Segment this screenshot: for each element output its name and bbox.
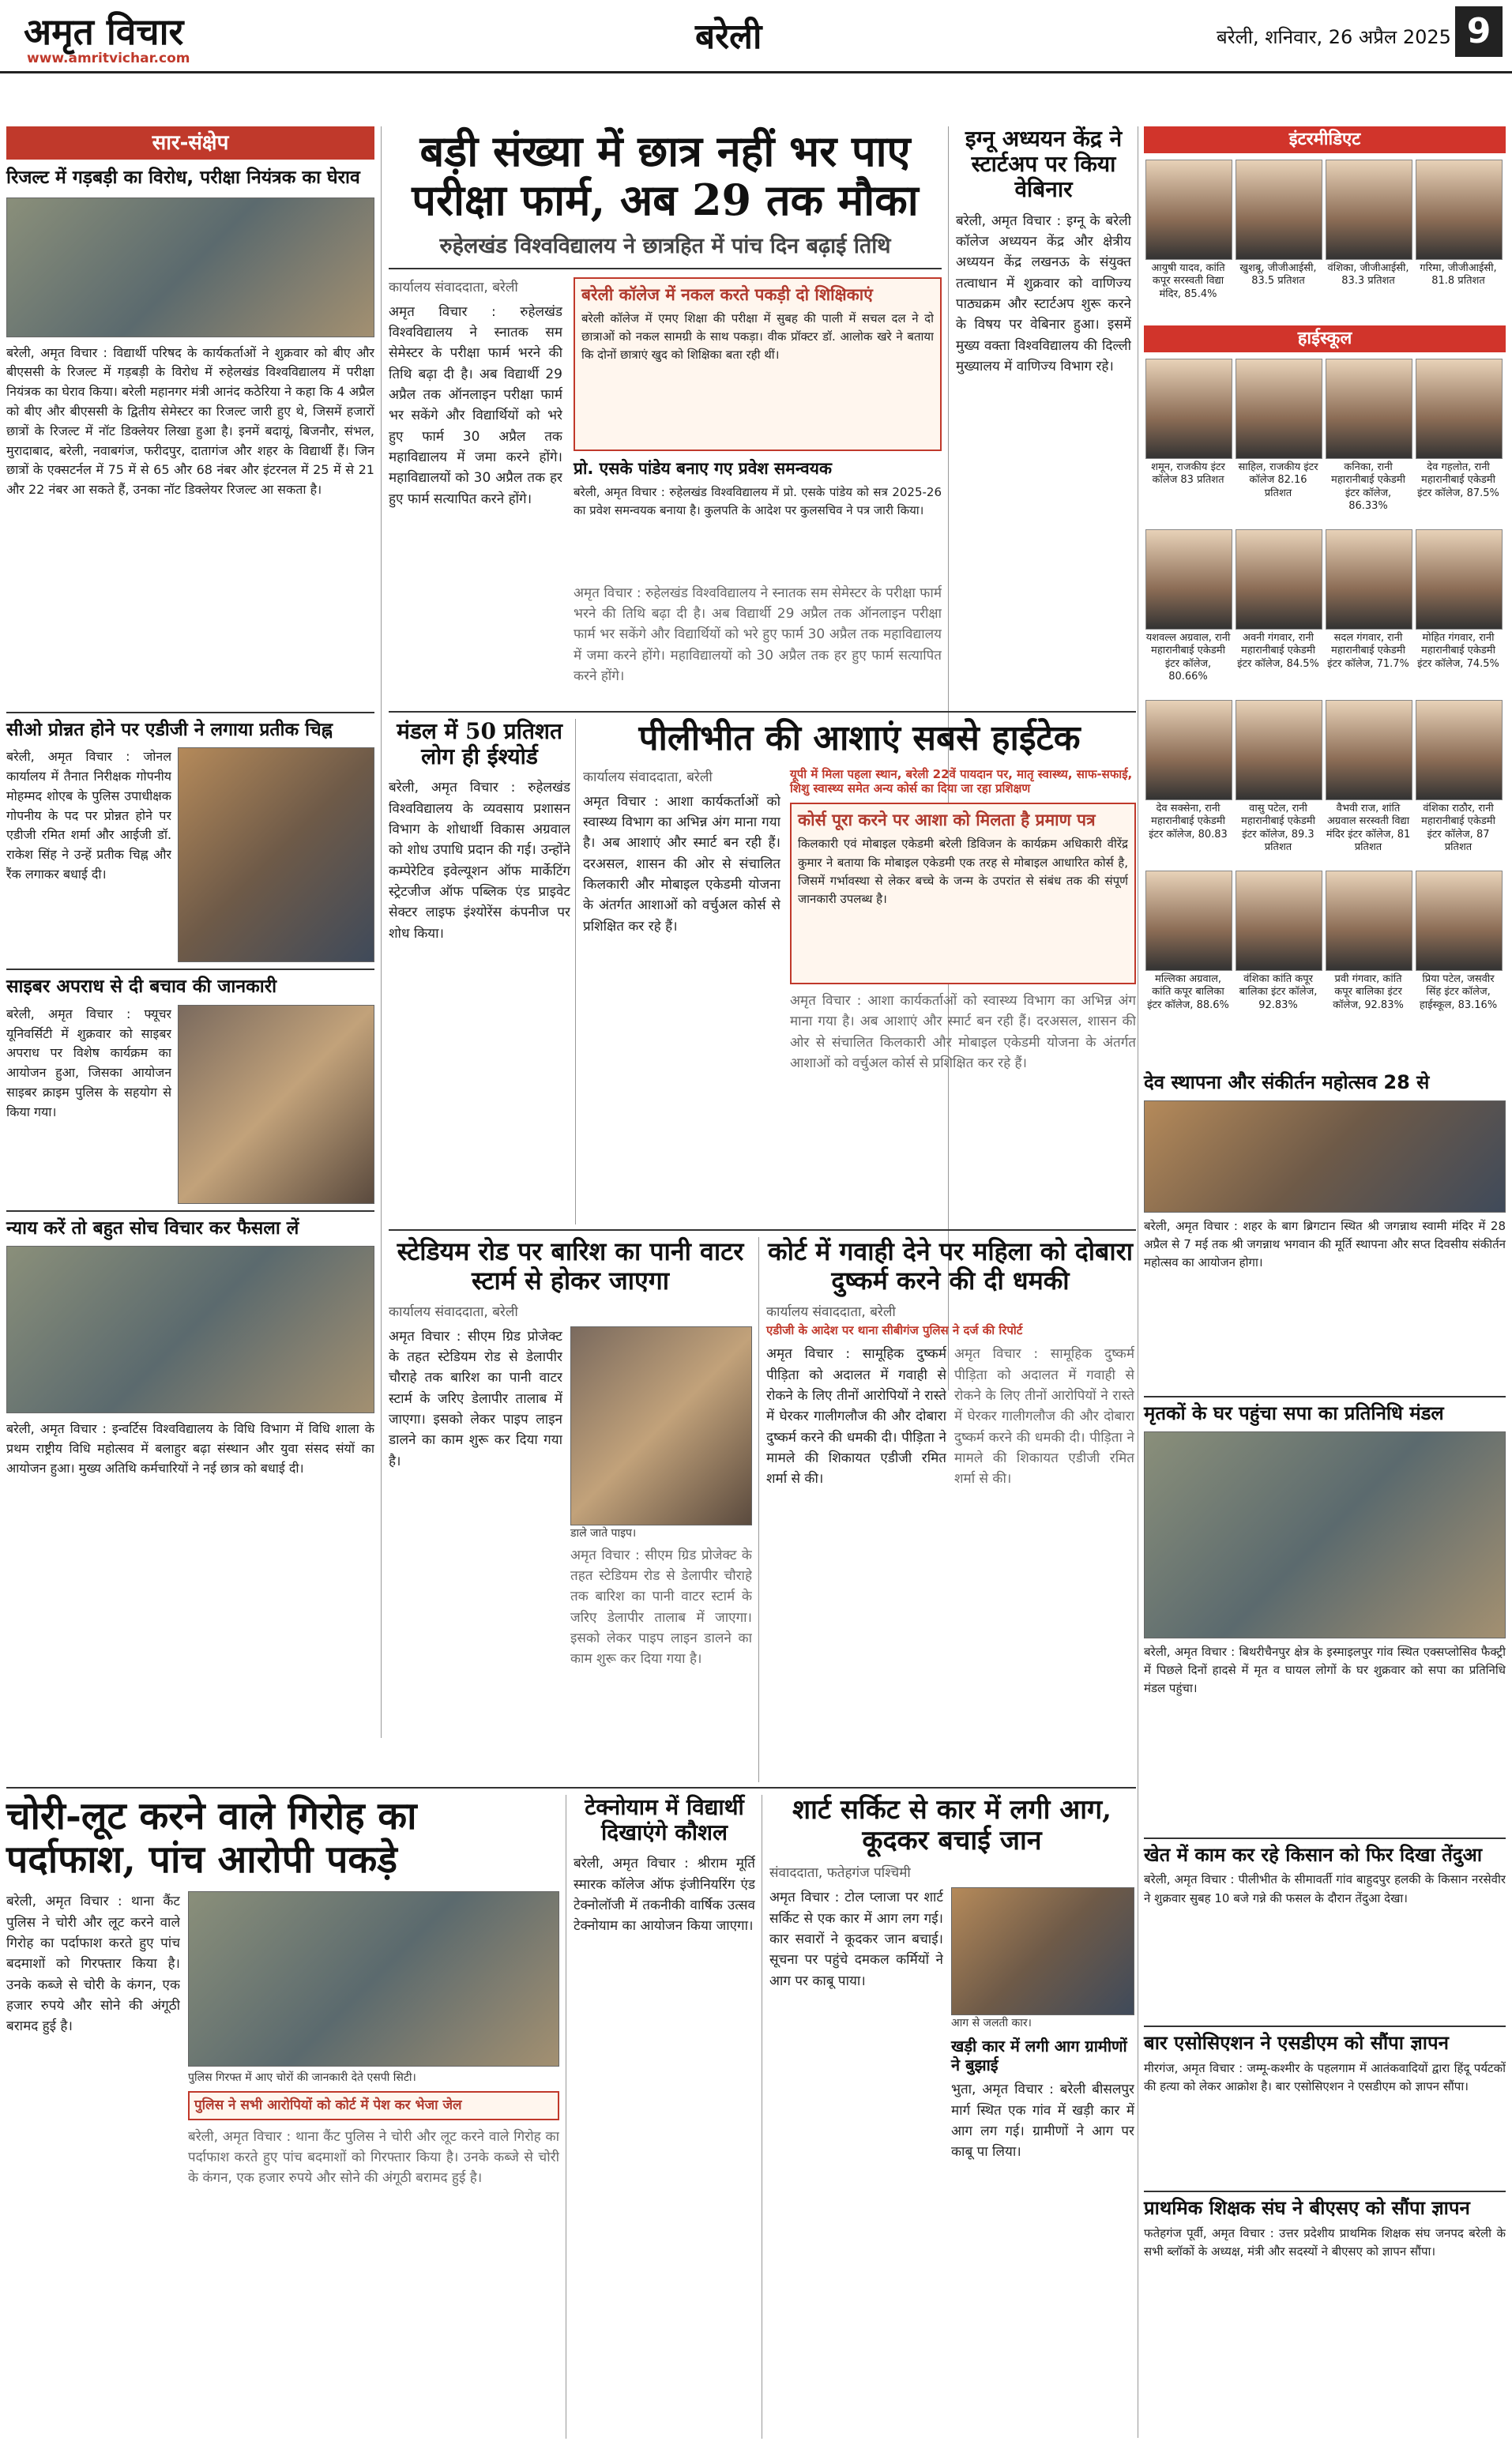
sidebar-title[interactable]: बरेली कॉलेज में नकल करते पकड़ी दो शिक्षिकाएं: [581, 284, 873, 304]
teacher-body: फतेहगंज पूर्वी, अमृत विचार : उत्तर प्रदेशीय प्राथमिक शिक्षक संघ जनपद बरेली के सभी ब्लॉकों के अध्यक्ष, मंत्री और सदस्यों ने बीएसए को ज्ञापन सौंपा।: [1144, 2225, 1506, 2259]
city-name: बरेली: [695, 17, 762, 57]
student-card: शमून, राजकीय इंटर कॉलेज 83 प्रतिशत: [1145, 359, 1231, 487]
intermediate-header: इंटरमीडिएट: [1144, 126, 1506, 153]
car-fire-body: अमृत विचार : टोल प्लाजा पर शार्ट सर्किट से एक कार में आग लग गई। कार सवारों ने कूदकर जान बचाई। सूचना पर पहुंचे दमकल कर्मियों ने आग पर काबू पाया।: [769, 1890, 943, 1989]
gang-story: [6, 1795, 559, 2439]
gang-photo-caption: पुलिस गिरफ्त में आए चोरों की जानकारी देते एसपी सिटी।: [188, 2071, 416, 2085]
sp-body: बरेली, अमृत विचार : बिथरीचैनपुर क्षेत्र के इस्माइलपुर गांव स्थित एक्सप्लोसिव फैक्ट्री में पिछले दिनों हादसे में मृत व घायल लोगों के घर शुक्रवार को सपा का प्रतिनिधि मंडल पहुंचा।: [1144, 1644, 1506, 1696]
technoyam-body: बरेली, अमृत विचार : श्रीराम मूर्ति स्मारक कॉलेज ऑफ इंजीनियरिंग एंड टेक्नोलॉजी में तकनीकी वार्षिक उत्सव टेक्नोयाम का आयोजन किया जाएगा।: [574, 1856, 755, 1935]
section-header: सार-संक्षेप: [6, 126, 374, 160]
gang-headline[interactable]: चोरी-लूट करने वाले गिरोह का पर्दाफाश, पांच आरोपी पकड़े: [6, 1794, 417, 1883]
car-fire-2-body: भुता, अमृत विचार : बरेली बीसलपुर मार्ग स्थित एक गांव में खड़ी कार में आग लग गई। ग्रामीणों ने आग पर काबू पा लिया।: [951, 2082, 1134, 2161]
asha-box-title[interactable]: कोर्स पूरा करने पर आशा को मिलता है प्रमाण पत्र: [798, 811, 1096, 830]
asha-body: अमृत विचार : आशा कार्यकर्ताओं को स्वास्थ्य विभाग का अभिन्न अंग माना गया है। अब आशाएं और स्मार्ट बन रही हैं। दरअसल, शासन की ओर से संचालित किलकारी और मोबाइल एकेडमी योजना के अंतर्गत आशाओं को वर्चुअल कोर्स से प्रशिक्षित कर रहे हैं।: [583, 793, 780, 935]
student-card: मल्लिका अग्रवाल, कांति कपूर बालिका इंटर कॉलेज, 88.6%: [1145, 871, 1231, 1012]
gang-box: [188, 2091, 559, 2120]
student-card: प्रिया पटेल, जसवीर सिंह इंटर कॉलेज, हाईस्कूल, 83.16%: [1416, 871, 1501, 1012]
dateline: बरेली, शनिवार, 26 अप्रैल 2025: [1217, 26, 1451, 48]
gang-photo: [188, 1891, 559, 2067]
sp-headline[interactable]: मृतकों के घर पहुंचा सपा का प्रतिनिधि मंडल: [1144, 1401, 1444, 1424]
brief-4-photo: [6, 1246, 374, 1413]
brief-3-photo: [178, 1005, 374, 1204]
ignou-story: [956, 126, 1131, 822]
leopard-body: बरेली, अमृत विचार : पीलीभीत के सीमावर्ती गांव बाहुदपुर हलकी के किसान नरसेवीर ने शुक्रवार सुबह 10 बजे गन्ने की फसल के दौरान तेंदुआ देखा।: [1144, 1872, 1506, 1905]
car-fire-story: [769, 1795, 1134, 2439]
brief-3-body: बरेली, अमृत विचार : फ्यूचर यूनिवर्सिटी में शुक्रवार को साइबर अपराध पर विशेष कार्यक्रम का आयोजन हुआ, जिसका आयोजन साइबर क्राइम पुलिस के सहयोग से किया गया।: [6, 1006, 172, 1119]
bar-assoc-headline[interactable]: बार एसोसिएशन ने एसडीएम को सौंपा ज्ञापन: [1144, 2032, 1449, 2055]
lead-byline: कार्यालय संवाददाता, बरेली: [389, 279, 518, 295]
brief-2-photo: [178, 747, 374, 962]
website-url[interactable]: www.amritvichar.com: [27, 51, 190, 66]
stadium-headline[interactable]: स्टेडियम रोड पर बारिश का पानी वाटर स्टार्म से होकर जाएगा: [397, 1236, 744, 1296]
brief-3-title[interactable]: साइबर अपराध से दी बचाव की जानकारी: [6, 976, 277, 998]
sidebar-2-body: बरेली, अमृत विचार : रुहेलखंड विश्वविद्यालय में प्रो. एसके पांडेय को सत्र 2025-26 का प्रवेश समन्वयक बनाया है। कुलपति के आदेश पर कुलसचिव ने पत्र जारी किया।: [574, 484, 942, 518]
stadium-photo: [570, 1326, 752, 1525]
student-card: गरिमा, जीजीआईसी, 81.8 प्रतिशत: [1416, 160, 1501, 288]
student-card: वंशिका कांति कपूर बालिका इंटर कॉलेज, 92.83%: [1236, 871, 1321, 1012]
brief-2-title[interactable]: सीओ प्रोन्नत होने पर एडीजी ने लगाया प्रतीक चिह्न: [6, 719, 333, 740]
student-card: सदल गंगवार, रानी महारानीबाई एकेडमी इंटर कॉलेज, 71.7%: [1326, 529, 1411, 671]
asha-story: [583, 719, 1136, 1224]
gang-body: बरेली, अमृत विचार : थाना कैंट पुलिस ने चोरी और लूट करने वाले गिरोह का पर्दाफाश करते हुए पांच बदमाशों को गिरफ्तार किया है। उनके कब्जे से चोरी के कंगन, एक हजार रुपये और सोने की अंगूठी बरामद हुई है।: [6, 1894, 180, 2035]
student-card: मोहित गंगवार, रानी महारानीबाई एकेडमी इंटर कॉलेज, 74.5%: [1416, 529, 1501, 671]
brief-1-body: बरेली, अमृत विचार : विद्यार्थी परिषद के कार्यकर्ताओं ने शुक्रवार को बीए और बीएससी के रिजल्ट में गड़बड़ी के विरोध में रुहेलखंड विश्वविद्यालय में परीक्षा नियंत्रक का घेराव किया। बरेली महानगर मंत्री आनंद कठेरिया ने कहा कि 4 अप्रैल को बीए और बीएससी के द्वितीय सेमेस्टर का रिजल्ट जारी हुए थे, जिसमें हजारों छात्रों के रिजल्ट में नॉट डिक्लेयर लिखा हुआ है। इनमें बदायूं, बिजनौर, संभल, मुरादाबाद, बरेली, नवाबगंज, फरीदपुर, दातागंज और शहर के विद्यार्थी हैं। जिन छात्रों के एक्सटर्नल में 75 में से 65 और 68 नंबर और इंटरनल में 25 में से 21 और 22 नंबर आ सकते हैं, उनका नॉट डिक्लेयर रिजल्ट आ सकता है।: [6, 344, 374, 498]
car-fire-headline[interactable]: शार्ट सर्किट से कार में लगी आग, कूदकर बचाई जान: [792, 1794, 1111, 1857]
asha-box-body: किलकारी एवं मोबाइल एकेडमी बरेली डिविजन के कार्यक्रम अधिकारी वीरेंद्र कुमार ने बताया कि मोबाइल एकेडमी एक तरह से मोबाइल आधारित कोर्स है, जिसमें गर्भावस्था से लेकर बच्चे के जन्म के उपरांत से संबंध तक की संपूर्ण जानकारी उपलब्ध है।: [798, 837, 1128, 907]
leopard-headline[interactable]: खेत में काम कर रहे किसान को फिर दिखा तेंदुआ: [1144, 1843, 1483, 1866]
sp-photo: [1144, 1431, 1506, 1638]
insurance-body: बरेली, अमृत विचार : रुहेलखंड विश्वविद्यालय के व्यवसाय प्रशासन विभाग के शोधार्थी विकास अग्रवाल को शोध उपाधि प्रदान की गई। उन्होंने कम्पेरेटिव इवेल्यूशन ऑफ मार्केटिंग स्ट्रेटजीज ऑफ पब्लिक एंड प्राइवेट सेक्टर लाइफ इंश्योरेंस कंपनीज पर शोध किया।: [389, 780, 570, 942]
car-fire-photo: [951, 1887, 1134, 2015]
student-card: देव गहलोत, रानी महारानीबाई एकेडमी इंटर कॉलेज, 87.5%: [1416, 359, 1501, 500]
temple-headline[interactable]: देव स्थापना और संकीर्तन महोत्सव 28 से: [1144, 1071, 1430, 1093]
student-card: देव सक्सेना, रानी महारानीबाई एकेडमी इंटर कॉलेज, 80.83: [1145, 700, 1231, 841]
court-body: अमृत विचार : सामूहिक दुष्कर्म पीड़िता को अदालत में गवाही से रोकने के लिए तीनों आरोपियों ने रास्ते में घेरकर गालीगलौज की और दोबारा दुष्कर्म करने की धमकी दी। पीड़िता ने मामले की शिकायत एडीजी रमित शर्मा से की।: [766, 1346, 946, 1488]
car-fire-byline: संवाददाता, फतेहगंज पश्चिमी: [769, 1865, 911, 1882]
asha-headline[interactable]: पीलीभीत की आशाएं सबसे हाईटेक: [638, 718, 1081, 758]
asha-byline: कार्यालय संवाददाता, बरेली: [583, 769, 713, 785]
student-card: यशवल्ल अग्रवाल, रानी महारानीबाई एकेडमी इंटर कॉलेज, 80.66%: [1145, 529, 1231, 683]
left-column: [6, 126, 374, 1738]
lead-sidebar-box: [574, 277, 942, 451]
sidebar-2-title[interactable]: प्रो. एसके पांडेय बनाए गए प्रवेश समन्वयक: [574, 458, 833, 478]
lead-story: [389, 126, 942, 822]
insurance-story: [389, 719, 570, 1224]
stadium-story: [389, 1237, 752, 1782]
student-card: वासु पटेल, रानी महारानीबाई एकेडमी इंटर कॉलेज, 89.3 प्रतिशत: [1236, 700, 1321, 854]
brief-2-body: बरेली, अमृत विचार : जोनल कार्यालय में तैनात निरीक्षक गोपनीय मोहम्मद शोएब के पुलिस उपाधीक्षक गोपनीय के पद पर प्रोन्नत होने पर एडीजी रमित शर्मा और आईजी डॉ. राकेश सिंह ने उन्हें प्रतीक चिह्न और रैंक लगाकर बधाई दी।: [6, 749, 172, 882]
technoyam-story: [574, 1795, 755, 2439]
brief-4-body: बरेली, अमृत विचार : इन्वर्टिस विश्वविद्यालय के विधि विभाग में विधि शाला के प्रथम राष्ट्रीय विधि महोत्सव में बलाहुर बढ़ा संस्थान और युवा संसद संयों का आयोजन हुआ। मुख्य अतिथि कर्मचारियों ने नई छात्र को बधाई दी।: [6, 1421, 374, 1476]
gang-continuation: बरेली, अमृत विचार : थाना कैंट पुलिस ने चोरी और लूट करने वाले गिरोह का पर्दाफाश करते हुए पांच बदमाशों को गिरफ्तार किया है। उनके कब्जे से चोरी के कंगन, एक हजार रुपये और सोने की अंगूठी बरामद हुई है।: [188, 2128, 559, 2187]
stadium-byline: कार्यालय संवाददाता, बरेली: [389, 1303, 518, 1320]
student-card: अवनी गंगवार, रानी महारानीबाई एकेडमी इंटर कॉलेज, 84.5%: [1236, 529, 1321, 671]
right-column: [1144, 1071, 1506, 2438]
brief-4-title[interactable]: न्याय करें तो बहुत सोच विचार कर फैसला लें: [6, 1217, 299, 1239]
results-panel: [1144, 126, 1506, 1066]
masthead: [0, 0, 1512, 73]
car-fire-2-headline[interactable]: खड़ी कार में लगी आग ग्रामीणों ने बुझाई: [951, 2037, 1127, 2075]
lead-body: अमृत विचार : रुहेलखंड विश्वविद्यालय ने स्नातक सम सेमेस्टर के परीक्षा फार्म भरने की तिथि बढ़ा दी है। अब विद्यार्थी 29 अप्रैल तक ऑनलाइन परीक्षा फार्म भर सकेंगे और विद्यार्थियों को भरे हुए फार्म 30 अप्रैल तक महाविद्यालय में जमा करने होंगे। महाविद्यालयों को 30 अप्रैल तक हर हुए फार्म सत्यापित करने होंगे।: [389, 303, 562, 507]
gang-box-title[interactable]: पुलिस ने सभी आरोपियों को कोर्ट में पेश कर भेजा जेल: [194, 2097, 462, 2114]
brief-1-title[interactable]: रिजल्ट में गड़बड़ी का विरोध, परीक्षा नियंत्रक का घेराव: [6, 167, 360, 188]
teacher-headline[interactable]: प्राथमिक शिक्षक संघ ने बीएसए को सौंपा ज्ञापन: [1144, 2197, 1470, 2220]
court-kicker: एडीजी के आदेश पर थाना सीबीगंज पुलिस ने दर्ज की रिपोर्ट: [766, 1322, 1023, 1337]
temple-photo: [1144, 1100, 1506, 1213]
student-card: खुशबू, जीजीआईसी, 83.5 प्रतिशत: [1236, 160, 1321, 288]
stadium-continuation: अमृत विचार : सीएम ग्रिड प्रोजेक्ट के तहत स्टेडियम रोड से डेलापीर चौराहे तक बारिश का पानी वाटर स्टार्म के जरिए डेलापीर तालाब में जाएगा। इसको लेकर पाइप लाइन डालने का काम शुरू कर दिया गया है।: [570, 1547, 752, 1668]
student-card: वंशिका राठौर, रानी महारानीबाई एकेडमी इंटर कॉलेज, 87 प्रतिशत: [1416, 700, 1501, 854]
court-story: [766, 1237, 1134, 1782]
lead-subheadline: रुहेलखंड विश्वविद्यालय ने छात्रहित में पांच दिन बढ़ाई तिथि: [439, 234, 891, 259]
student-card: कनिका, रानी महारानीबाई एकेडमी इंटर कॉलेज, 86.33%: [1326, 359, 1411, 513]
temple-body: बरेली, अमृत विचार : शहर के बाग ब्रिगटान स्थित श्री जगन्नाथ स्वामी मंदिर में 28 अप्रैल से 7 मई तक श्री जगन्नाथ भगवान की मूर्ति स्थापना और सप्त दिवसीय संकीर्तन महोत्सव का आयोजन होगा।: [1144, 1218, 1506, 1270]
court-continuation: अमृत विचार : सामूहिक दुष्कर्म पीड़िता को अदालत में गवाही से रोकने के लिए तीनों आरोपियों ने रास्ते में घेरकर गालीगलौज की और दोबारा दुष्कर्म करने की धमकी दी। पीड़िता ने मामले की शिकायत एडीजी रमित शर्मा से की।: [954, 1346, 1134, 1488]
bar-assoc-body: मीरगंज, अमृत विचार : जम्मू-कश्मीर के पहलगाम में आतंकवादियों द्वारा हिंदू पर्यटकों की हत्या को लेकर आक्रोश है। बार एसोसिएशन ने एसडीएम को ज्ञापन सौंपा।: [1144, 2061, 1506, 2094]
insurance-headline[interactable]: मंडल में 50 प्रतिशत लोग ही ईश्योर्ड: [397, 718, 562, 770]
student-card: वंशिका, जीजीआईसी, 83.3 प्रतिशत: [1326, 160, 1411, 288]
ignou-body: बरेली, अमृत विचार : इग्नू के बरेली कॉलेज अध्ययन केंद्र और क्षेत्रीय अध्ययन केंद्र लखनऊ के संयुक्त तत्वाधान में शुक्रवार को वाणिज्य पाठ्यक्रम और स्टार्टअप शुरू करने के विषय पर वेबिनार हुआ। इसमें मुख्य वक्ता विश्वविद्यालय की दिल्ली मुख्यालय में वाणिज्य विभाग रहे।: [956, 213, 1131, 374]
student-card: प्रवी गंगवार, कांति कपूर बालिका इंटर कॉलेज, 92.83%: [1326, 871, 1411, 1012]
court-headline[interactable]: कोर्ट में गवाही देने पर महिला को दोबारा दुष्कर्म करने की दी धमकी: [768, 1236, 1133, 1296]
highschool-header: हाईस्कूल: [1144, 325, 1506, 352]
student-card: साहिल, राजकीय इंटर कॉलेज 82.16 प्रतिशत: [1236, 359, 1321, 500]
sidebar-body: बरेली कॉलेज में एमए शिक्षा की परीक्षा में सुबह की पाली में सचल दल ने दो छात्राओं को नकल सामग्री के साथ पकड़ा। वीक प्रॉक्टर डॉ. आलोक खरे ने बताया कि दोनों छात्राएं खुद को शिक्षिका बता रही थीं।: [581, 310, 934, 363]
brief-1-photo: [6, 197, 374, 337]
student-card: वैभवी राज, शांति अग्रवाल सरस्वती विद्या मंदिर इंटर कॉलेज, 81 प्रतिशत: [1326, 700, 1411, 854]
student-card: आयुषी यादव, कांति कपूर सरस्वती विद्या मंदिर, 85.4%: [1145, 160, 1231, 301]
lead-headline[interactable]: बड़ी संख्या में छात्र नहीं भर पाए परीक्षा फार्म, अब 29 तक मौका: [412, 126, 919, 226]
lead-continuation: अमृत विचार : रुहेलखंड विश्वविद्यालय ने स्नातक सम सेमेस्टर के परीक्षा फार्म भरने की तिथि बढ़ा दी है। अब विद्यार्थी 29 अप्रैल तक ऑनलाइन परीक्षा फार्म भर सकेंगे और विद्यार्थियों को भरे हुए फार्म 30 अप्रैल तक महाविद्यालय में जमा करने होंगे। महाविद्यालयों को 30 अप्रैल तक हर हुए फार्म सत्यापित करने होंगे।: [574, 585, 942, 685]
page-number: 9: [1455, 6, 1503, 57]
asha-continuation: अमृत विचार : आशा कार्यकर्ताओं को स्वास्थ्य विभाग का अभिन्न अंग माना गया है। अब आशाएं और स्मार्ट बन रही हैं। दरअसल, शासन की ओर से संचालित किलकारी और मोबाइल एकेडमी योजना के अंतर्गत आशाओं को वर्चुअल कोर्स से प्रशिक्षित कर रहे हैं।: [790, 993, 1136, 1072]
car-fire-photo-caption: आग से जलती कार।: [951, 2017, 1032, 2030]
court-byline: कार्यालय संवाददाता, बरेली: [766, 1303, 896, 1320]
stadium-body: अमृत विचार : सीएम ग्रिड प्रोजेक्ट के तहत स्टेडियम रोड से डेलापीर चौराहे तक बारिश का पानी वाटर स्टार्म के जरिए डेलापीर तालाब में जाएगा। इसको लेकर पाइप लाइन डालने का काम शुरू कर दिया गया है।: [389, 1328, 562, 1469]
stadium-photo-caption: डाले जाते पाइप।: [570, 1526, 637, 1540]
newspaper-logo: अमृत विचार: [24, 10, 184, 53]
asha-box: [790, 803, 1136, 984]
technoyam-headline[interactable]: टेक्नोयाम में विद्यार्थी दिखाएंगे कौशल: [585, 1794, 744, 1846]
ignou-headline[interactable]: इग्नू अध्ययन केंद्र ने स्टार्टअप पर किया वेबिनार: [965, 126, 1123, 203]
asha-kicker: यूपी में मिला पहला स्थान, बरेली 22वें पायदान पर, मातृ स्वास्थ्य, साफ-सफाई, शिशु स्वास्थ्य समेत अन्य कोर्स का दिया जा रहा प्रशिक्षण: [790, 766, 1133, 796]
